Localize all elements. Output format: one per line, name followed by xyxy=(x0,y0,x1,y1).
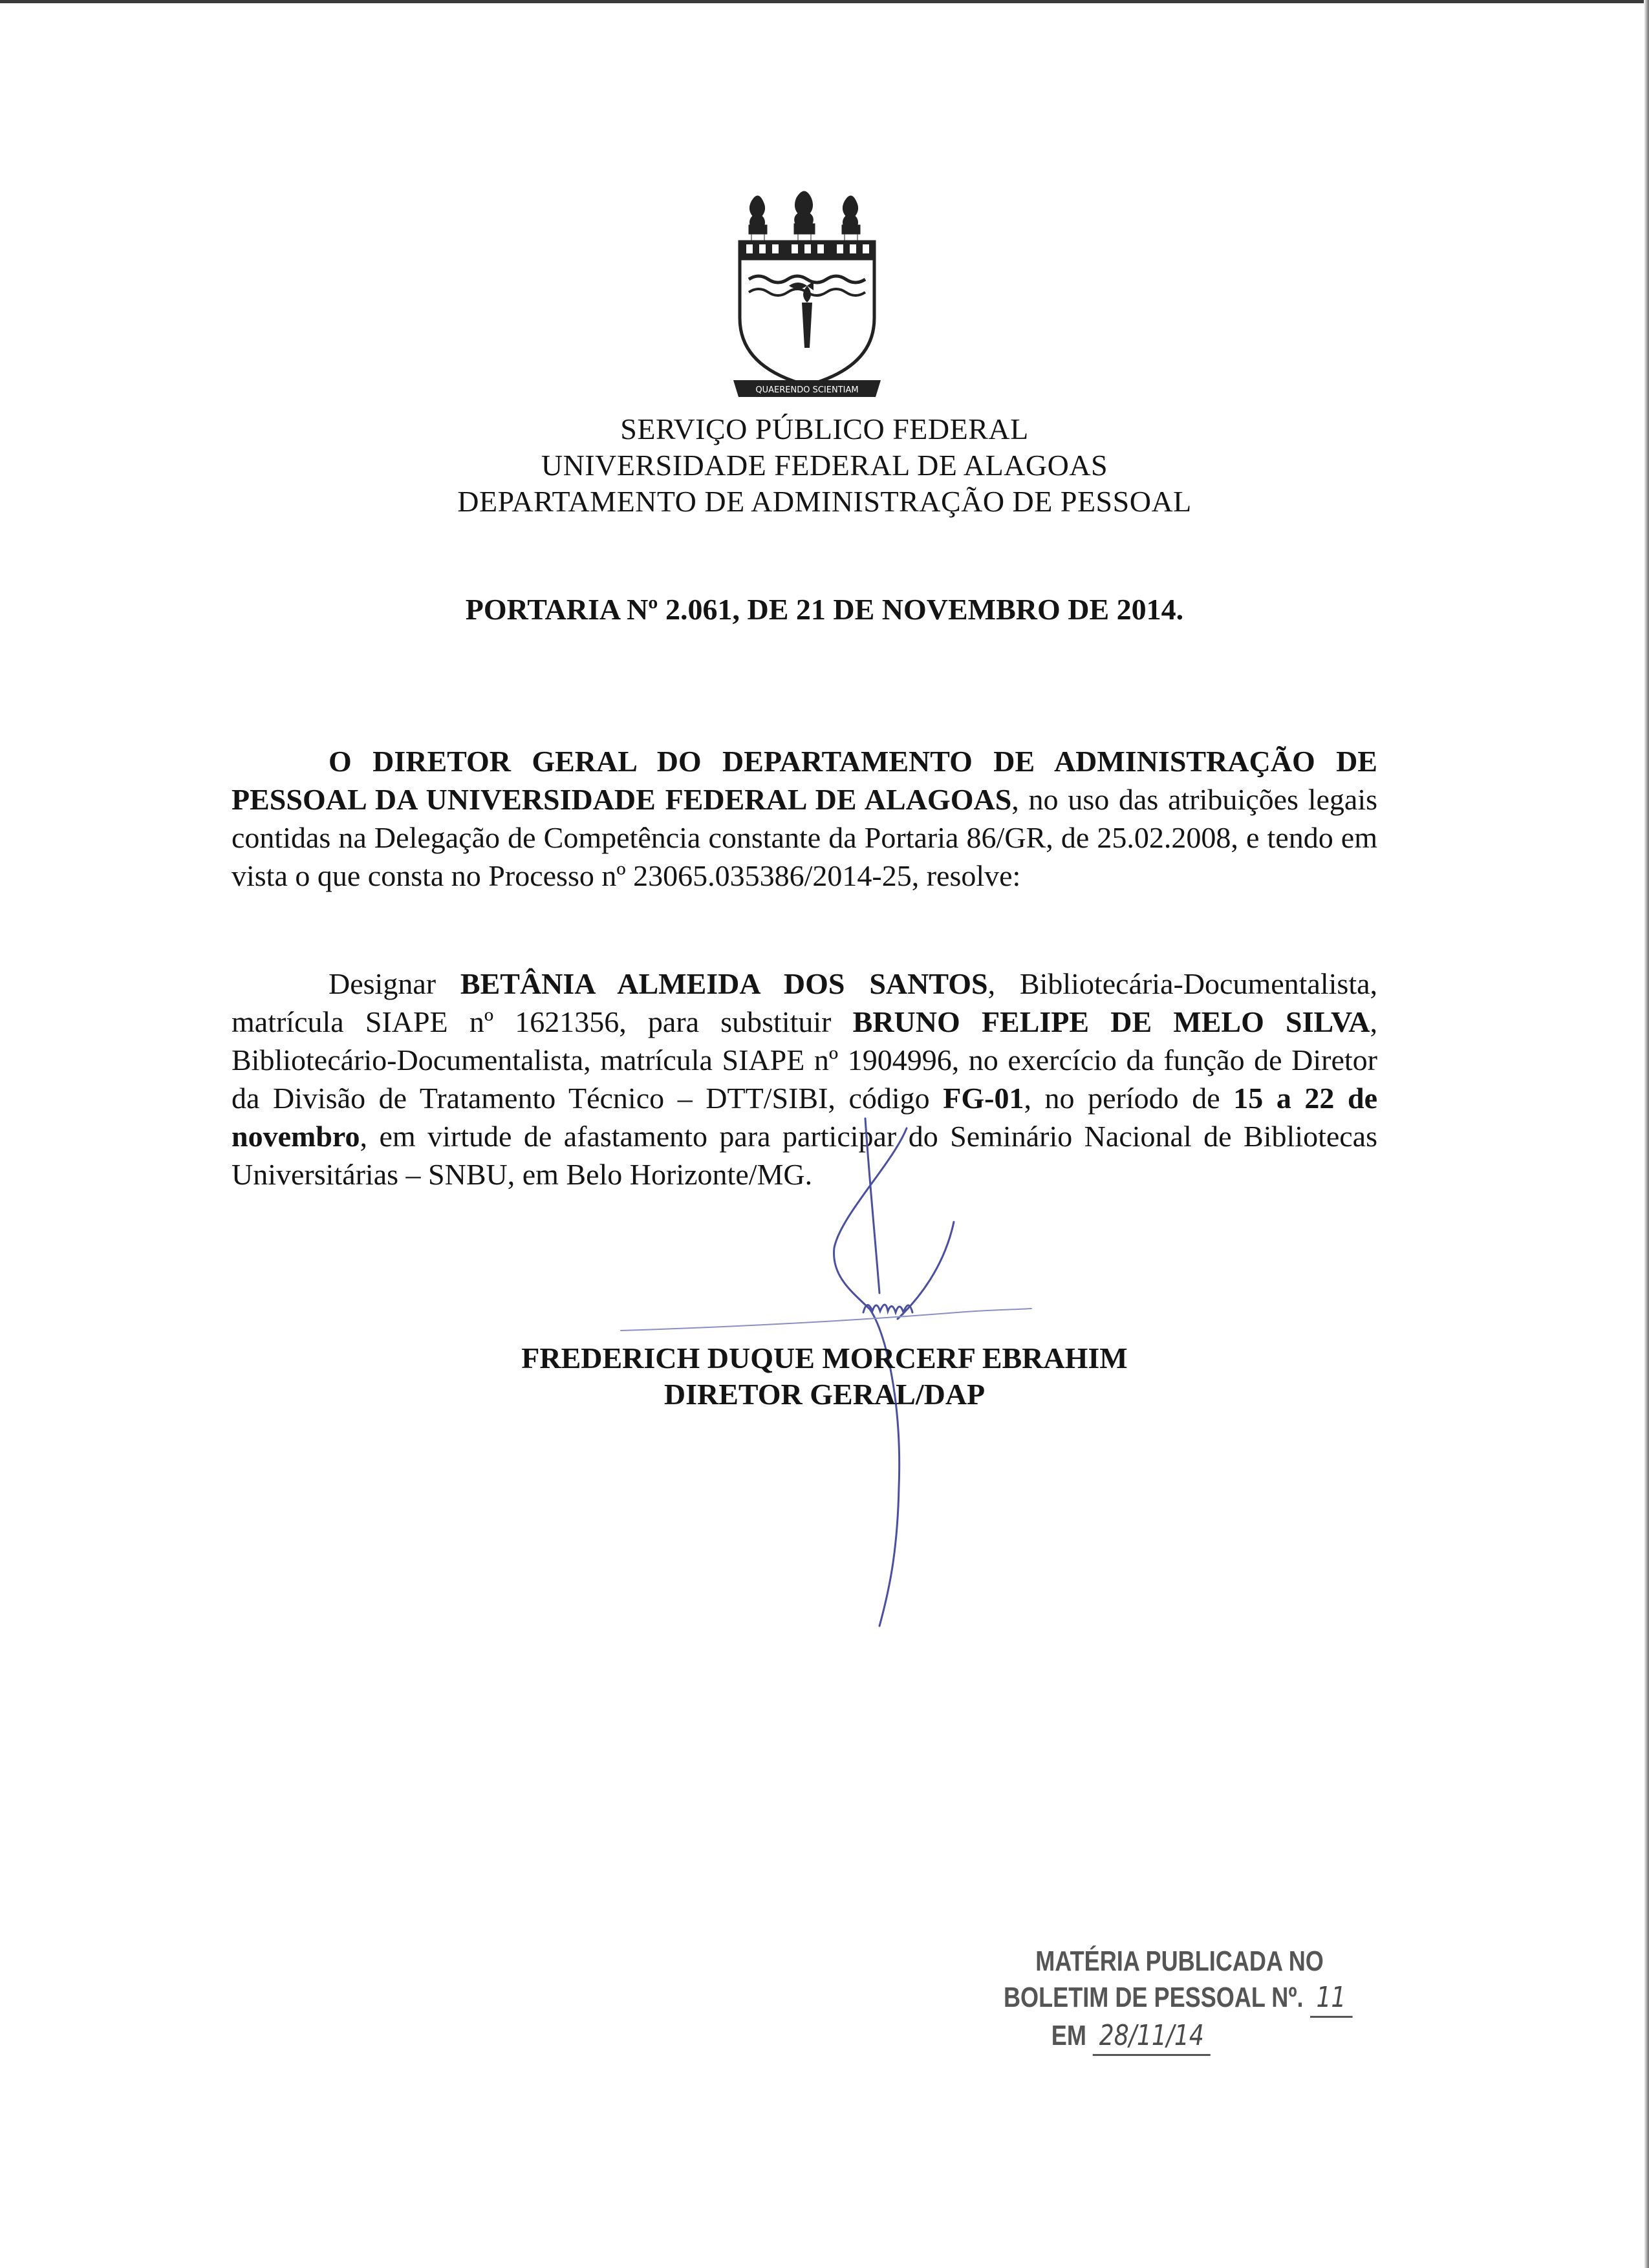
period: 15 a 22 de novembro xyxy=(232,1082,1378,1153)
body-text-2: , Bibliotecária-Documentalista, matrícula SIAPE nº 1621356, para substituir xyxy=(232,967,1378,1038)
signatory-name: FREDERICH DUQUE MORCERF EBRAHIM xyxy=(521,1342,1128,1375)
scan-right-edge xyxy=(1644,0,1649,2268)
body-text-1: Designar xyxy=(329,967,460,1000)
body-text-4: , no período de xyxy=(1024,1082,1234,1115)
function-code: FG-01 xyxy=(943,1082,1024,1115)
signatory-role: DIRETOR GERAL/DAP xyxy=(663,1378,986,1411)
preamble-text: , no uso das atribuições legais contidas na Delegação de Competência constante da Portaria 86/GR, de 25.02.2008, e tendo em vista o que consta no Processo nº 23065.035386/2014-25, resolve: xyxy=(232,783,1377,892)
publication-stamp xyxy=(1004,1943,1346,2056)
tower-center-icon xyxy=(794,191,815,241)
stamp-bulletin-number: 11 xyxy=(1310,1980,1353,2018)
stamp-line-3 xyxy=(1004,2018,1300,2056)
header-department: DEPARTAMENTO DE ADMINISTRAÇÃO DE PESSOAL xyxy=(457,485,1192,518)
stamp-bulletin-label: BOLETIM DE PESSOAL Nº. xyxy=(1004,1982,1304,2013)
ordinance-title: PORTARIA Nº 2.061, DE 21 DE NOVEMBRO DE 2014. xyxy=(465,593,1184,626)
designee-name: BETÂNIA ALMEIDA DOS SANTOS xyxy=(460,967,988,1000)
stamp-line-2 xyxy=(1004,1980,1346,2018)
preamble-authority: O DIRETOR GERAL DO DEPARTAMENTO DE ADMINISTRAÇÃO DE PESSOAL DA UNIVERSIDADE FEDERAL DE ALAGOAS xyxy=(232,745,1377,816)
crest-motto: QUAERENDO SCIENTIAM xyxy=(755,385,859,395)
preamble-paragraph xyxy=(232,742,1377,895)
resolution-paragraph xyxy=(232,965,1377,1193)
body-text-5: , em virtude de afastamento para participar do Seminário Nacional de Bibliotecas Universitárias – SNBU, em Belo Horizonte/MG. xyxy=(232,1120,1377,1191)
tower-right-icon xyxy=(842,196,860,241)
stamp-date: 28/11/14 xyxy=(1093,2018,1211,2056)
header-service: SERVIÇO PÚBLICO FEDERAL xyxy=(620,412,1029,445)
header-university: UNIVERSIDADE FEDERAL DE ALAGOAS xyxy=(541,449,1108,482)
scan-top-edge xyxy=(0,0,1649,3)
coat-of-arms-icon xyxy=(729,189,885,409)
body-text-3: , Bibliotecário-Documentalista, matrícula SIAPE nº 1904996, no exercício da função de Diretor da Divisão de Tratamento Técnico – DTT/SIBI, código xyxy=(232,1005,1377,1115)
tower-left-icon xyxy=(749,196,767,241)
stamp-line-1: MATÉRIA PUBLICADA NO xyxy=(1035,1945,1324,1977)
substituted-name: BRUNO FELIPE DE MELO SILVA xyxy=(852,1005,1370,1038)
stamp-date-label: EM xyxy=(1051,2020,1086,2051)
signature-scribble: Ebrahim xyxy=(867,1324,870,1325)
